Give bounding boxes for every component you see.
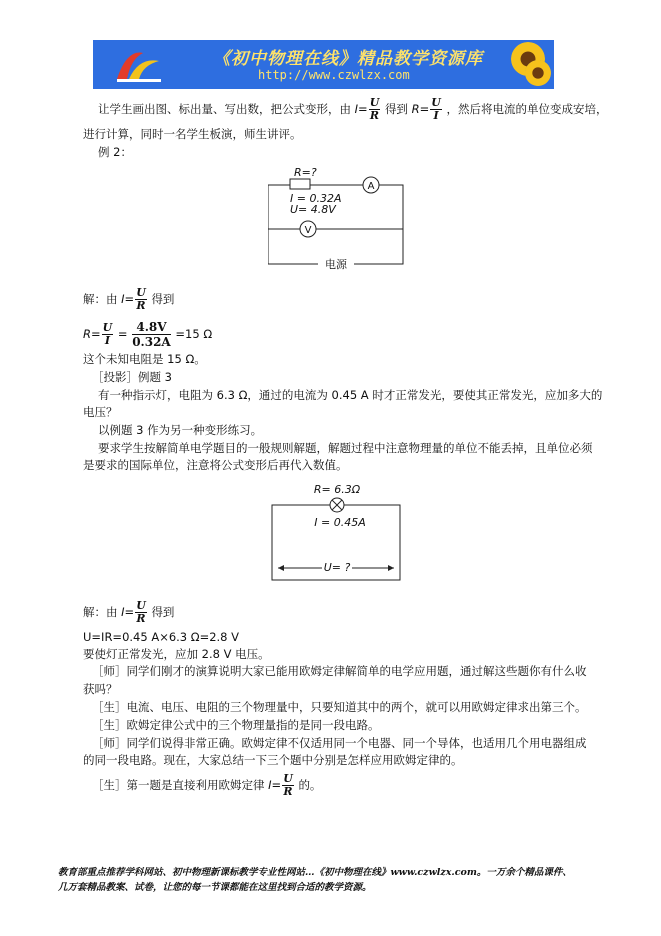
paragraph-intro-line2: 进行计算，同时一名学生板演，师生讲评。 bbox=[83, 127, 302, 141]
solution-1-conclusion: 这个未知电阻是 15 Ω。 bbox=[83, 352, 206, 366]
formula-fraction: $\frac{U}{R}$ bbox=[369, 96, 380, 122]
ammeter-label: A bbox=[367, 181, 375, 192]
solution-1-calculation: R= $\frac{U}{I}$ = $\frac{4.8V}{0.32A}$ =15 Ω bbox=[83, 320, 213, 349]
solution-2-conclusion: 要使灯正常发光，应加 2.8 V 电压。 bbox=[83, 647, 270, 661]
student-answer-2: ［生］欧姆定律公式中的三个物理量指的是同一段电路。 bbox=[92, 718, 380, 732]
banner-title: 《初中物理在线》精品教学资源库 bbox=[213, 49, 483, 69]
resistance-label: R=? bbox=[294, 166, 317, 179]
teacher-remark-2: ［师］同学们说得非常正确。欧姆定律不仅适用同一个电器、同一个导体，也适用几个用电器组成 bbox=[92, 736, 587, 750]
footer-line-1: 教育部重点推荐学科网站、初中物理新课标教学专业性网站…《初中物理在线》www.czwlzx.com。一万余个精品课件、 bbox=[58, 867, 572, 878]
resistance-label: R= 6.3Ω bbox=[313, 483, 361, 496]
footer-line-2: 几万套精品教案、试卷，让您的每一节课都能在这里找到合适的教学资源。 bbox=[58, 882, 372, 893]
problem-3-line4: 要求学生按解简单电学题目的一般规则解题，解题过程中注意物理量的单位不能丢掉，且单位必须 bbox=[98, 441, 593, 455]
teacher-remark-2-cont: 的同一段电路。现在，大家总结一下三个题中分别是怎样应用欧姆定律的。 bbox=[83, 753, 463, 767]
sunflower-icon bbox=[525, 60, 551, 86]
student-answer-3: ［生］第一题是直接利用欧姆定律 I= $\frac{U}{R}$ 的。 bbox=[92, 772, 322, 798]
current-label: I = 0.45A bbox=[314, 516, 366, 529]
power-source-label: 电源 bbox=[325, 258, 347, 270]
banner-url[interactable]: http://www.czwlzx.com bbox=[258, 68, 410, 82]
teacher-remark-1: ［师］同学们刚才的演算说明大家已能用欧姆定律解简单的电学应用题，通过解这些题你有什么收 bbox=[92, 664, 587, 678]
circuit-diagram-1 bbox=[268, 165, 408, 270]
paragraph-intro: 让学生画出图、标出量、写出数，把公式变形，由 I= $\frac{U}{R}$ 得到 R= $\frac{U}{I}$ ，然后将电流的单位变成安培， bbox=[98, 96, 608, 122]
current-label: I = 0.32A bbox=[290, 192, 342, 205]
projection-label: ［投影］例题 3 bbox=[92, 370, 172, 384]
problem-3-line3: 以例题 3 作为另一种变形练习。 bbox=[98, 423, 263, 437]
solution-2-intro: 解：由 I= $\frac{U}{R}$ 得到 bbox=[83, 599, 175, 625]
solution-1-intro: 解：由 I= $\frac{U}{R}$ 得到 bbox=[83, 286, 175, 312]
site-logo bbox=[113, 45, 165, 85]
example-2-label: 例 2： bbox=[98, 145, 132, 159]
circuit-diagram-2 bbox=[270, 480, 405, 585]
problem-3-line5: 是要求的国际单位，注意将公式变形后再代入数值。 bbox=[83, 458, 348, 472]
student-answer-1: ［生］电流、电压、电阻的三个物理量中，只要知道其中的两个，就可以用欧姆定律求出第三个。 bbox=[92, 700, 587, 714]
solution-2-calculation: U=IR=0.45 A×6.3 Ω=2.8 V bbox=[83, 630, 240, 644]
problem-3-line1: 有一种指示灯，电阻为 6.3 Ω，通过的电流为 0.45 A 时才正常发光，要使其正常发光，应加多大的 bbox=[98, 388, 603, 402]
voltage-label: U= 4.8V bbox=[290, 203, 336, 216]
problem-3-line2: 电压？ bbox=[83, 405, 118, 419]
resistor-symbol bbox=[290, 179, 310, 189]
teacher-remark-1-cont: 获吗？ bbox=[83, 682, 118, 696]
header-banner bbox=[93, 40, 554, 89]
voltmeter-label: V bbox=[304, 225, 312, 236]
page-footer bbox=[58, 865, 618, 895]
formula-fraction: $\frac{U}{I}$ bbox=[431, 96, 441, 122]
voltage-label: U= ? bbox=[323, 561, 351, 574]
